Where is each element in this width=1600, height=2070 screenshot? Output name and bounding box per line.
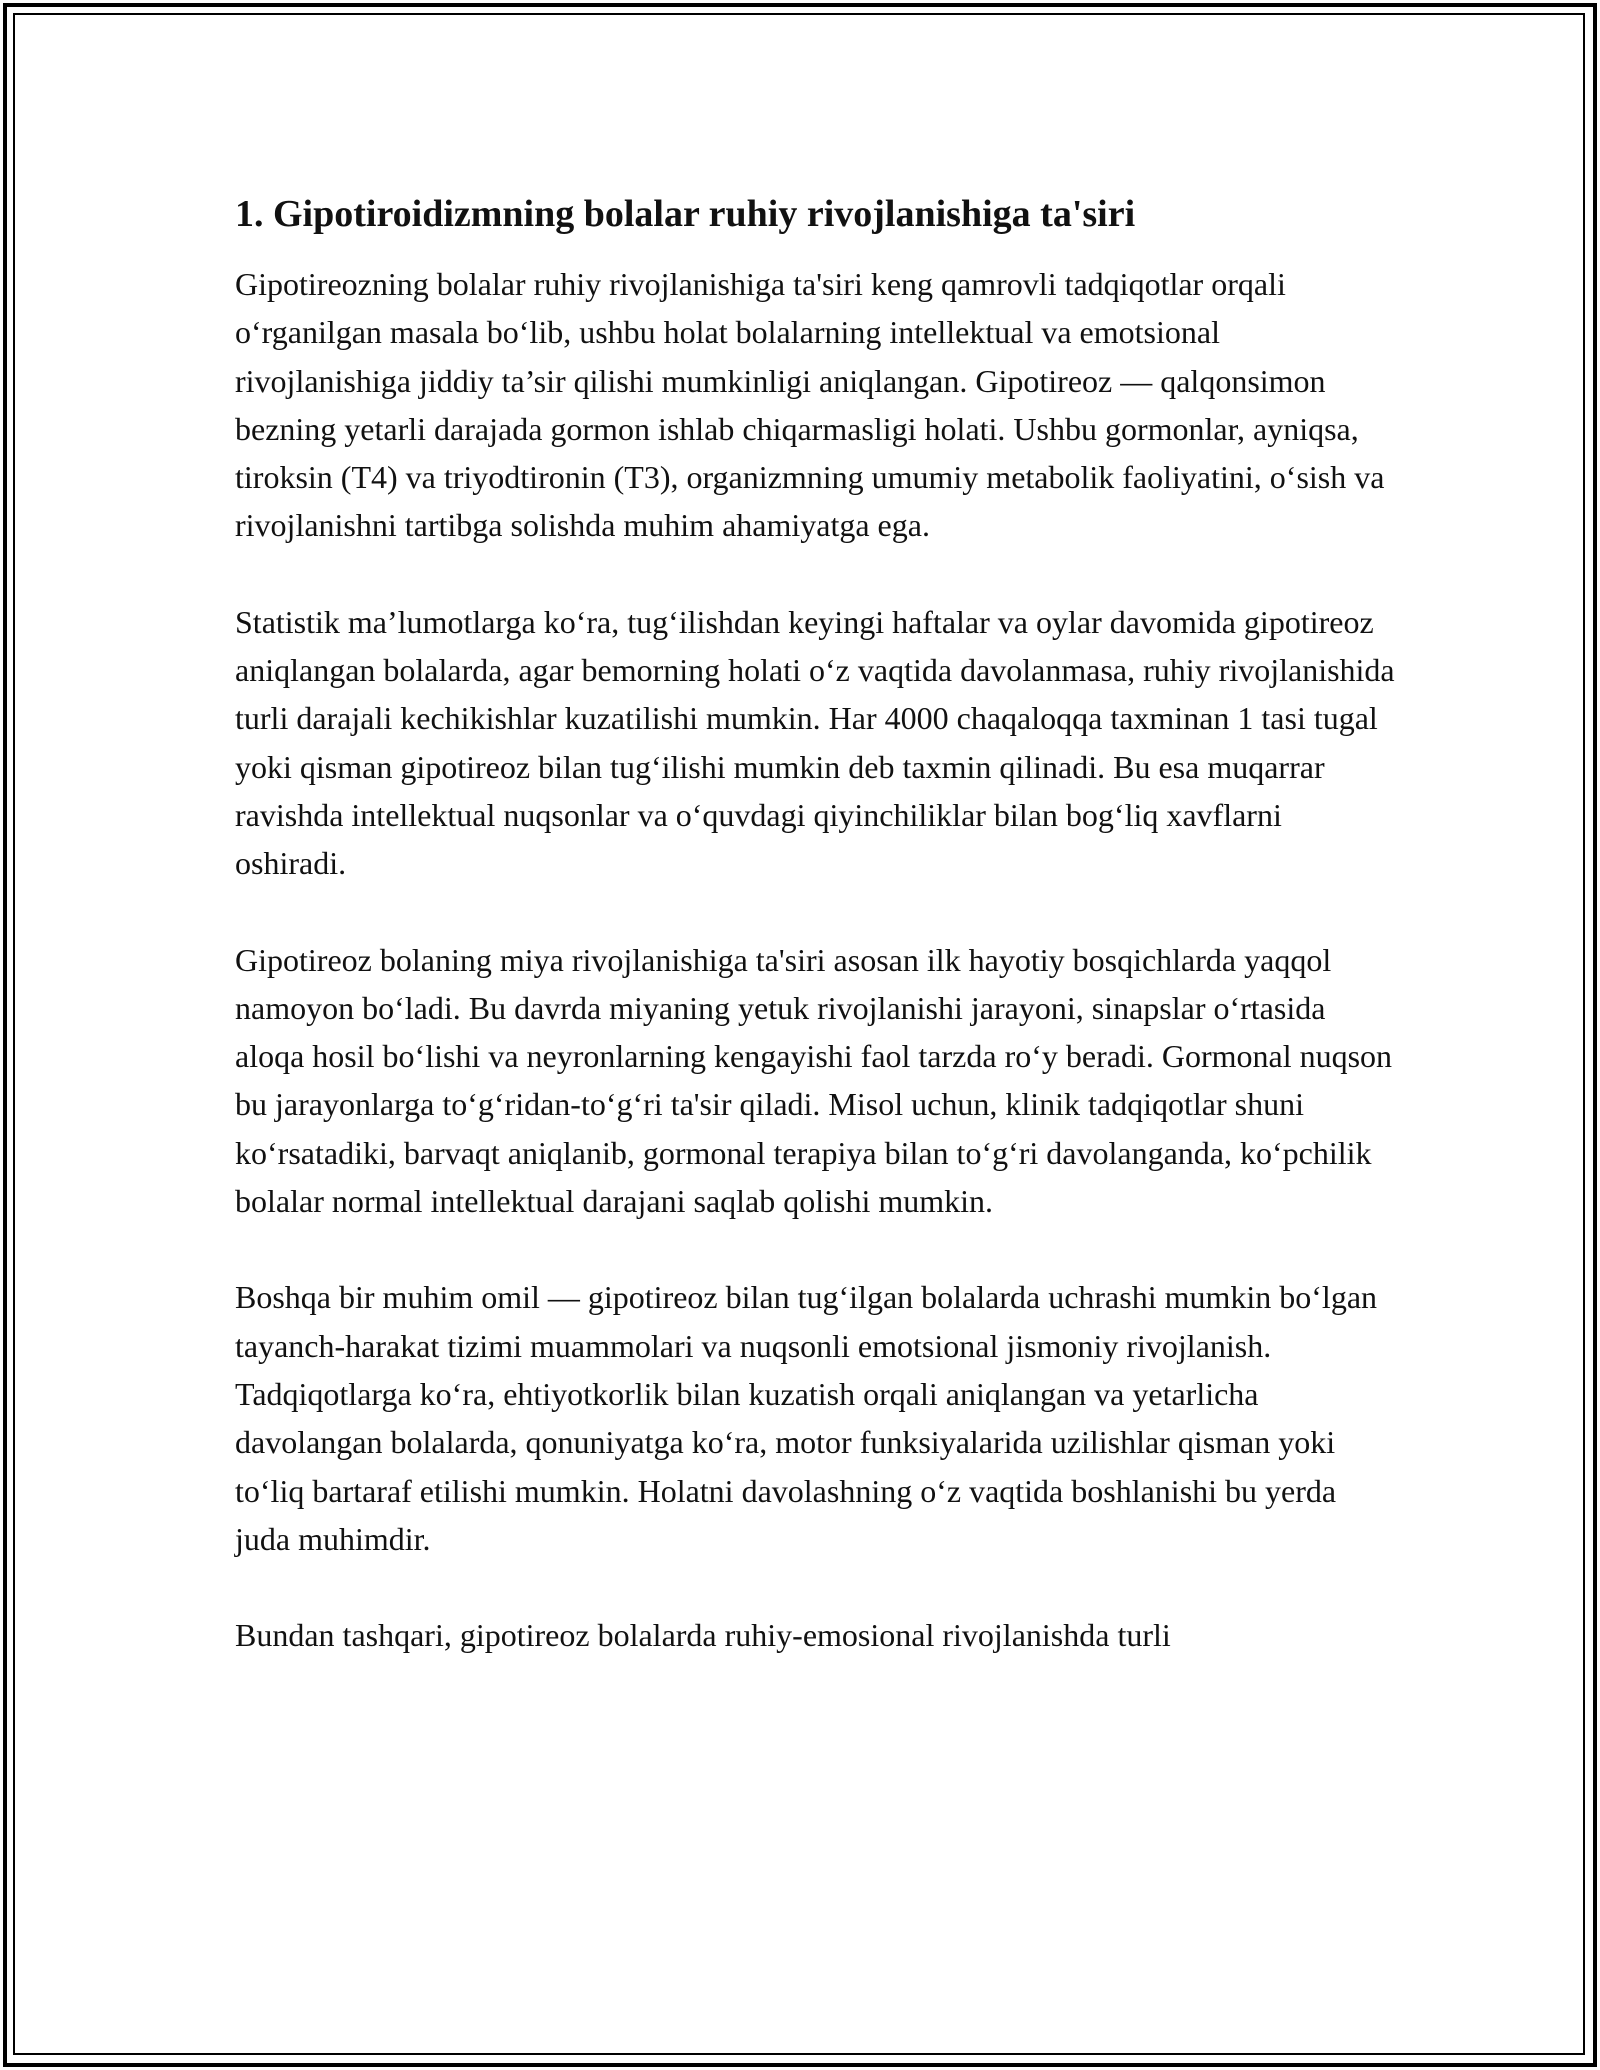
paragraph-4: Boshqa bir muhim omil — gipotireoz bilan tug‘ilgan bolalarda uchrashi mumkin bo‘lgan tayanch-harakat tizimi muammolari va nuqsonli emotsional jismoniy rivojlanish. Tadqiqotlarga ko‘ra, ehtiyotkorlik bilan kuzatish orqali aniqlangan va yetarlicha davolangan bolalarda, qonuniyatga ko‘ra, motor funksiyalarida uzilishlar qisman yoki to‘liq bartaraf etilishi mumkin. Holatni davolashning o‘z vaqtida boshlanishi bu yerda juda muhimdir. [235, 1279, 1378, 1557]
paragraph-1: Gipotireozning bolalar ruhiy rivojlanishiga ta'siri keng qamrovli tadqiqotlar orqali o‘rganilgan masala bo‘lib, ushbu holat bolalarning intellektual va emotsional rivojlanishiga jiddiy ta’sir qilishi mumkinligi aniqlangan. Gipotireoz — qalqonsimon bezning yetarli darajada gormon ishlab chiqarmasligi holati. Ushbu gormonlar, ayniqsa, tiroksin (T4) va triyodtironin (T3), organizmning umumiy metabolik faoliyatini, o‘sish va rivojlanishni tartibga solishda muhim ahamiyatga ega. [235, 266, 1385, 544]
section-heading: 1. Gipotiroidizmning bolalar ruhiy rivojlanishiga ta'siri [235, 193, 1136, 235]
paragraph-2: Statistik ma’lumotlarga ko‘ra, tug‘ilishdan keyingi haftalar va oylar davomida gipotireoz aniqlangan bolalarda, agar bemorning holati o‘z vaqtida davolanmasa, ruhiy rivojlanishida turli darajali kechikishlar kuzatilishi mumkin. Har 4000 chaqaloqqa taxminan 1 tasi tugal yoki qisman gipotireoz bilan tug‘ilishi mumkin deb taxmin qilinadi. Bu esa muqarrar ravishda intellektual nuqsonlar va o‘quvdagi qiyinchiliklar bilan bog‘liq xavflarni oshiradi. [235, 603, 1395, 882]
document-page [235, 192, 1395, 1659]
paragraph-5: Bundan tashqari, gipotireoz bolalarda ruhiy-emosional rivojlanishda turli [235, 1617, 1171, 1654]
paragraph-3: Gipotireoz bolaning miya rivojlanishiga ta'siri asosan ilk hayotiy bosqichlarda yaqqol namoyon bo‘ladi. Bu davrda miyaning yetuk rivojlanishi jarayoni, sinapslar o‘rtasida aloqa hosil bo‘lishi va neyronlarning kengayishi faol tarzda ro‘y beradi. Gormonal nuqson bu jarayonlarga to‘g‘ridan-to‘g‘ri ta'sir qiladi. Misol uchun, klinik tadqiqotlar shuni ko‘rsatadiki, barvaqt aniqlanib, gormonal terapiya bilan to‘g‘ri davolanganda, ko‘pchilik bolalar normal intellektual darajani saqlab qolishi mumkin. [235, 941, 1393, 1220]
